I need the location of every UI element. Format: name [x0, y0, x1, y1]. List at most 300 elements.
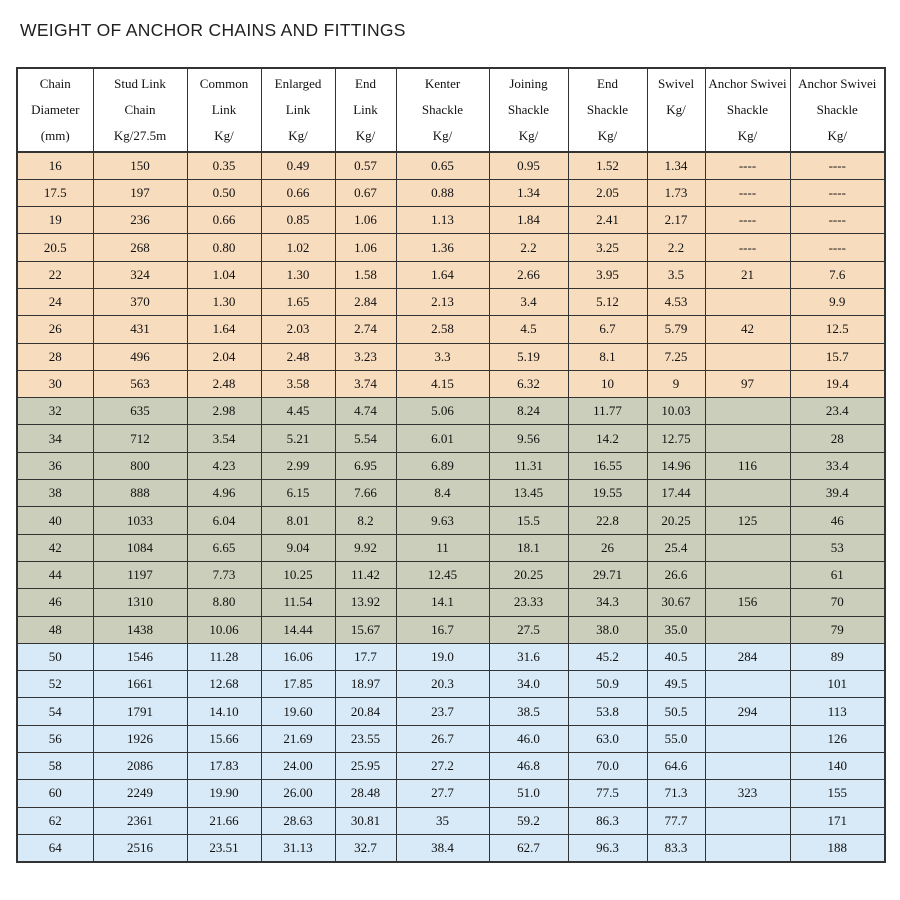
weight-cell: 12.75: [647, 425, 705, 452]
weight-cell: 10.06: [187, 616, 261, 643]
weight-cell: 29.71: [568, 561, 647, 588]
column-header-line: Chain: [124, 102, 156, 117]
weight-cell: 9.92: [335, 534, 396, 561]
weight-cell: 2.99: [261, 452, 335, 479]
chain-diameter-cell: 56: [17, 725, 93, 752]
weight-cell: 79: [790, 616, 885, 643]
table-row: [17, 780, 885, 807]
weight-cell: 35: [396, 807, 489, 834]
column-header-line: Kg/27.5m: [113, 128, 167, 143]
weight-cell: 8.80: [187, 589, 261, 616]
column-header-line: Diameter: [31, 102, 80, 117]
weight-cell: 13.92: [335, 589, 396, 616]
page: [0, 20, 900, 863]
weight-cell: 23.4: [790, 398, 885, 425]
table-row: [17, 725, 885, 752]
weight-cell: 27.2: [396, 753, 489, 780]
chain-diameter-cell: 48: [17, 616, 93, 643]
column-header-line: Link: [353, 102, 378, 117]
weight-cell: 2.17: [647, 207, 705, 234]
weight-cell: 6.65: [187, 534, 261, 561]
weight-cell: 30.81: [335, 807, 396, 834]
weight-cell: 5.12: [568, 288, 647, 315]
weight-cell: 17.85: [261, 671, 335, 698]
weight-cell: 1438: [93, 616, 187, 643]
weight-cell: 1.64: [187, 316, 261, 343]
weight-cell: 2.05: [568, 179, 647, 206]
weight-cell: 63.0: [568, 725, 647, 752]
column-header-line: Anchor Swivei: [798, 76, 877, 91]
weight-cell: 15.67: [335, 616, 396, 643]
weight-cell: 4.96: [187, 480, 261, 507]
weight-cell: 19.0: [396, 643, 489, 670]
weight-cell: 9: [647, 370, 705, 397]
weight-cell: 19.55: [568, 480, 647, 507]
weight-cell: 2.66: [489, 261, 568, 288]
weight-cell: 26.6: [647, 561, 705, 588]
weight-cell: 24.00: [261, 753, 335, 780]
table-row: [17, 370, 885, 397]
weight-cell: 6.01: [396, 425, 489, 452]
chain-diameter-cell: 17.5: [17, 179, 93, 206]
weight-cell: 284: [705, 643, 790, 670]
chain-diameter-cell: 58: [17, 753, 93, 780]
weight-cell: 10.03: [647, 398, 705, 425]
weight-cell: 2086: [93, 753, 187, 780]
table-row: [17, 480, 885, 507]
weight-cell: 2.2: [647, 234, 705, 261]
weight-cell: 323: [705, 780, 790, 807]
weight-cell: 64.6: [647, 753, 705, 780]
weight-cell: 294: [705, 698, 790, 725]
weight-cell: ----: [705, 152, 790, 179]
weight-cell: 62.7: [489, 834, 568, 861]
weight-cell: 11.31: [489, 452, 568, 479]
column-header-line: Kg/: [288, 128, 308, 143]
chain-diameter-cell: 64: [17, 834, 93, 861]
weight-cell: 0.50: [187, 179, 261, 206]
weight-cell: 71.3: [647, 780, 705, 807]
weight-cell: 2.84: [335, 288, 396, 315]
column-header-line: End: [355, 76, 376, 91]
column-header-line: Shackle: [726, 102, 769, 117]
weight-cell: 3.4: [489, 288, 568, 315]
weight-cell: 34.0: [489, 671, 568, 698]
weight-cell: 1791: [93, 698, 187, 725]
column-header-line: Shackle: [586, 102, 629, 117]
column-header-line: (mm): [40, 128, 70, 143]
weight-cell: [705, 753, 790, 780]
weight-cell: [705, 534, 790, 561]
weight-cell: [705, 343, 790, 370]
header-row: [17, 68, 885, 152]
weight-cell: 39.4: [790, 480, 885, 507]
weight-cell: 10.25: [261, 561, 335, 588]
page-title: WEIGHT OF ANCHOR CHAINS AND FITTINGS: [20, 20, 406, 40]
weight-cell: 86.3: [568, 807, 647, 834]
weight-cell: 1.30: [187, 288, 261, 315]
column-header-line: Kenter: [424, 76, 461, 91]
weight-cell: 61: [790, 561, 885, 588]
weight-cell: [705, 425, 790, 452]
weight-cell: 1.30: [261, 261, 335, 288]
weight-cell: [705, 480, 790, 507]
weight-cell: 236: [93, 207, 187, 234]
weight-cell: 1.34: [647, 152, 705, 179]
weight-cell: 800: [93, 452, 187, 479]
weight-cell: ----: [705, 207, 790, 234]
weight-cell: 2249: [93, 780, 187, 807]
weight-cell: 15.7: [790, 343, 885, 370]
weight-cell: 11: [396, 534, 489, 561]
weight-cell: 0.65: [396, 152, 489, 179]
weight-cell: 18.97: [335, 671, 396, 698]
weight-cell: [705, 725, 790, 752]
weight-cell: 96.3: [568, 834, 647, 861]
weight-cell: 8.1: [568, 343, 647, 370]
table-row: [17, 753, 885, 780]
chain-diameter-cell: 24: [17, 288, 93, 315]
weight-cell: 0.80: [187, 234, 261, 261]
weight-cell: 46.0: [489, 725, 568, 752]
weight-cell: 0.66: [261, 179, 335, 206]
weight-cell: 0.67: [335, 179, 396, 206]
weight-cell: 97: [705, 370, 790, 397]
weight-cell: ----: [790, 152, 885, 179]
weight-cell: 23.7: [396, 698, 489, 725]
weight-cell: 1.64: [396, 261, 489, 288]
weight-cell: 11.77: [568, 398, 647, 425]
weight-cell: 1.34: [489, 179, 568, 206]
weight-cell: 4.45: [261, 398, 335, 425]
weight-cell: 1.02: [261, 234, 335, 261]
weight-cell: 9.56: [489, 425, 568, 452]
weight-cell: 125: [705, 507, 790, 534]
chain-diameter-cell: 50: [17, 643, 93, 670]
chain-diameter-cell: 19: [17, 207, 93, 234]
weight-cell: 59.2: [489, 807, 568, 834]
weight-cell: 70: [790, 589, 885, 616]
weight-cell: 21.69: [261, 725, 335, 752]
weight-cell: 51.0: [489, 780, 568, 807]
column-header-line: Kg/: [827, 128, 847, 143]
weight-cell: 496: [93, 343, 187, 370]
weight-cell: 27.5: [489, 616, 568, 643]
weight-cell: 5.19: [489, 343, 568, 370]
weight-cell: 3.25: [568, 234, 647, 261]
column-header-line: Kg/: [432, 128, 453, 143]
weight-cell: 45.2: [568, 643, 647, 670]
weight-cell: 9.04: [261, 534, 335, 561]
table-row: [17, 316, 885, 343]
column-header-line: Shackle: [816, 102, 858, 117]
weight-cell: 197: [93, 179, 187, 206]
weight-cell: [705, 561, 790, 588]
weight-cell: 0.85: [261, 207, 335, 234]
column-header: [335, 68, 396, 152]
weight-cell: 3.95: [568, 261, 647, 288]
column-header: [17, 68, 93, 152]
weight-cell: 32.7: [335, 834, 396, 861]
weight-cell: 2.41: [568, 207, 647, 234]
weight-cell: 5.21: [261, 425, 335, 452]
column-header-line: Common: [199, 76, 249, 91]
weight-cell: 77.5: [568, 780, 647, 807]
table-row: [17, 534, 885, 561]
weight-cell: 9.63: [396, 507, 489, 534]
weight-cell: 1546: [93, 643, 187, 670]
column-header-line: End: [597, 76, 618, 91]
table-body: [17, 152, 885, 862]
weight-cell: 2.13: [396, 288, 489, 315]
weight-cell: 20.25: [489, 561, 568, 588]
table-header: [17, 68, 885, 152]
weight-cell: 19.90: [187, 780, 261, 807]
weight-cell: 20.84: [335, 698, 396, 725]
weight-cell: 25.95: [335, 753, 396, 780]
table-row: [17, 261, 885, 288]
weight-cell: 26.7: [396, 725, 489, 752]
table-row: [17, 398, 885, 425]
column-header: [568, 68, 647, 152]
weight-cell: 18.1: [489, 534, 568, 561]
weight-cell: 0.35: [187, 152, 261, 179]
weight-cell: 28.48: [335, 780, 396, 807]
chain-diameter-cell: 52: [17, 671, 93, 698]
weight-cell: 50.9: [568, 671, 647, 698]
weight-cell: 1.84: [489, 207, 568, 234]
weight-cell: 1.06: [335, 207, 396, 234]
weight-cell: 370: [93, 288, 187, 315]
table-row: [17, 343, 885, 370]
chain-diameter-cell: 36: [17, 452, 93, 479]
weight-cell: [705, 616, 790, 643]
column-header-line: Anchor Swivei: [708, 76, 787, 91]
chain-diameter-cell: 16: [17, 152, 93, 179]
weight-cell: 11.28: [187, 643, 261, 670]
weight-cell: 2.48: [187, 370, 261, 397]
weight-cell: 14.1: [396, 589, 489, 616]
chain-diameter-cell: 54: [17, 698, 93, 725]
column-header-line: Kg/: [737, 128, 758, 143]
weight-cell: 1310: [93, 589, 187, 616]
weight-cell: 55.0: [647, 725, 705, 752]
weight-cell: 2.98: [187, 398, 261, 425]
weight-cell: 28: [790, 425, 885, 452]
chain-diameter-cell: 62: [17, 807, 93, 834]
weight-cell: 83.3: [647, 834, 705, 861]
chain-diameter-cell: 20.5: [17, 234, 93, 261]
weight-cell: 3.5: [647, 261, 705, 288]
weight-cell: 31.13: [261, 834, 335, 861]
weight-cell: [705, 807, 790, 834]
weight-cell: 6.89: [396, 452, 489, 479]
weight-cell: 15.66: [187, 725, 261, 752]
table-row: [17, 152, 885, 179]
weight-cell: 2.2: [489, 234, 568, 261]
weight-cell: 2516: [93, 834, 187, 861]
table-row: [17, 698, 885, 725]
weight-cell: 4.5: [489, 316, 568, 343]
column-header: [396, 68, 489, 152]
weight-cell: 1.65: [261, 288, 335, 315]
weight-cell: 14.10: [187, 698, 261, 725]
weight-cell: 4.15: [396, 370, 489, 397]
chain-diameter-cell: 26: [17, 316, 93, 343]
weight-cell: 3.74: [335, 370, 396, 397]
column-header-line: Shackle: [507, 102, 550, 117]
table-row: [17, 452, 885, 479]
weight-cell: 116: [705, 452, 790, 479]
weight-cell: 35.0: [647, 616, 705, 643]
table-row: [17, 561, 885, 588]
column-header: [261, 68, 335, 152]
table-row: [17, 589, 885, 616]
weight-cell: 15.5: [489, 507, 568, 534]
weight-cell: 7.6: [790, 261, 885, 288]
weight-cell: 50.5: [647, 698, 705, 725]
weight-cell: 49.5: [647, 671, 705, 698]
weight-cell: 6.15: [261, 480, 335, 507]
weight-cell: 4.23: [187, 452, 261, 479]
weight-cell: ----: [705, 179, 790, 206]
column-header-line: Swivel: [657, 76, 695, 91]
weight-cell: 89: [790, 643, 885, 670]
weight-cell: 7.66: [335, 480, 396, 507]
weight-cell: 324: [93, 261, 187, 288]
chain-diameter-cell: 44: [17, 561, 93, 588]
weight-cell: 563: [93, 370, 187, 397]
chain-diameter-cell: 32: [17, 398, 93, 425]
weight-cell: 46: [790, 507, 885, 534]
weight-cell: 31.6: [489, 643, 568, 670]
weight-cell: 3.54: [187, 425, 261, 452]
weight-cell: 1084: [93, 534, 187, 561]
chain-diameter-cell: 30: [17, 370, 93, 397]
column-header-line: Stud Link: [114, 76, 166, 91]
column-header: [790, 68, 885, 152]
weight-cell: 6.7: [568, 316, 647, 343]
weight-cell: 4.53: [647, 288, 705, 315]
chain-diameter-cell: 22: [17, 261, 93, 288]
weight-cell: 1197: [93, 561, 187, 588]
column-header-line: Joining: [509, 76, 548, 91]
weight-cell: 268: [93, 234, 187, 261]
weight-cell: 2.48: [261, 343, 335, 370]
weight-cell: 46.8: [489, 753, 568, 780]
weight-cell: [705, 671, 790, 698]
column-header-line: Kg/: [597, 128, 618, 143]
column-header-line: Link: [285, 102, 311, 117]
weight-cell: 11.54: [261, 589, 335, 616]
weight-cell: ----: [790, 179, 885, 206]
weight-cell: 11.42: [335, 561, 396, 588]
weight-cell: 4.74: [335, 398, 396, 425]
table-row: [17, 207, 885, 234]
weight-cell: 1.04: [187, 261, 261, 288]
column-header-line: Shackle: [421, 102, 464, 117]
column-header-line: Chain: [39, 76, 71, 91]
column-header: [93, 68, 187, 152]
weight-cell: 1.13: [396, 207, 489, 234]
weight-cell: 53: [790, 534, 885, 561]
chain-diameter-cell: 46: [17, 589, 93, 616]
weight-cell: 10: [568, 370, 647, 397]
column-header-line: Kg/: [518, 128, 539, 143]
weight-cell: 34.3: [568, 589, 647, 616]
weight-cell: 19.60: [261, 698, 335, 725]
weight-cell: 1926: [93, 725, 187, 752]
weight-cell: 8.24: [489, 398, 568, 425]
weight-cell: 38.5: [489, 698, 568, 725]
weight-cell: 13.45: [489, 480, 568, 507]
weight-cell: 77.7: [647, 807, 705, 834]
table-row: [17, 671, 885, 698]
weight-cell: 3.23: [335, 343, 396, 370]
weight-cell: 712: [93, 425, 187, 452]
weight-cell: 16.06: [261, 643, 335, 670]
weight-cell: 150: [93, 152, 187, 179]
weight-cell: 38.4: [396, 834, 489, 861]
column-header: [647, 68, 705, 152]
table-row: [17, 616, 885, 643]
column-header-line: Link: [211, 102, 237, 117]
column-header-line: Kg/: [666, 102, 686, 117]
weight-cell: 140: [790, 753, 885, 780]
weight-cell: ----: [790, 207, 885, 234]
weight-cell: 0.95: [489, 152, 568, 179]
weight-cell: 7.25: [647, 343, 705, 370]
column-header-line: Kg/: [355, 128, 376, 143]
weight-cell: 28.63: [261, 807, 335, 834]
weight-cell: 12.68: [187, 671, 261, 698]
weight-cell: 20.3: [396, 671, 489, 698]
weight-cell: [705, 288, 790, 315]
weight-cell: 14.96: [647, 452, 705, 479]
column-header: [705, 68, 790, 152]
weight-cell: 70.0: [568, 753, 647, 780]
weight-cell: 1.06: [335, 234, 396, 261]
weight-cell: 0.57: [335, 152, 396, 179]
weight-cell: 17.7: [335, 643, 396, 670]
table-row: [17, 288, 885, 315]
weight-cell: 1.73: [647, 179, 705, 206]
weight-cell: 17.44: [647, 480, 705, 507]
weight-cell: 3.3: [396, 343, 489, 370]
weight-cell: 171: [790, 807, 885, 834]
weight-cell: 14.44: [261, 616, 335, 643]
weight-cell: 23.33: [489, 589, 568, 616]
weight-cell: 27.7: [396, 780, 489, 807]
column-header: [187, 68, 261, 152]
table-row: [17, 425, 885, 452]
weight-cell: 42: [705, 316, 790, 343]
chain-diameter-cell: 38: [17, 480, 93, 507]
chain-diameter-cell: 40: [17, 507, 93, 534]
weight-cell: 5.79: [647, 316, 705, 343]
weight-cell: 113: [790, 698, 885, 725]
weight-cell: 30.67: [647, 589, 705, 616]
weight-cell: 23.51: [187, 834, 261, 861]
table-row: [17, 834, 885, 861]
weight-cell: 5.54: [335, 425, 396, 452]
table-row: [17, 179, 885, 206]
weight-cell: 6.32: [489, 370, 568, 397]
weight-cell: 431: [93, 316, 187, 343]
weight-cell: 2361: [93, 807, 187, 834]
weight-cell: [705, 834, 790, 861]
weight-cell: 6.95: [335, 452, 396, 479]
